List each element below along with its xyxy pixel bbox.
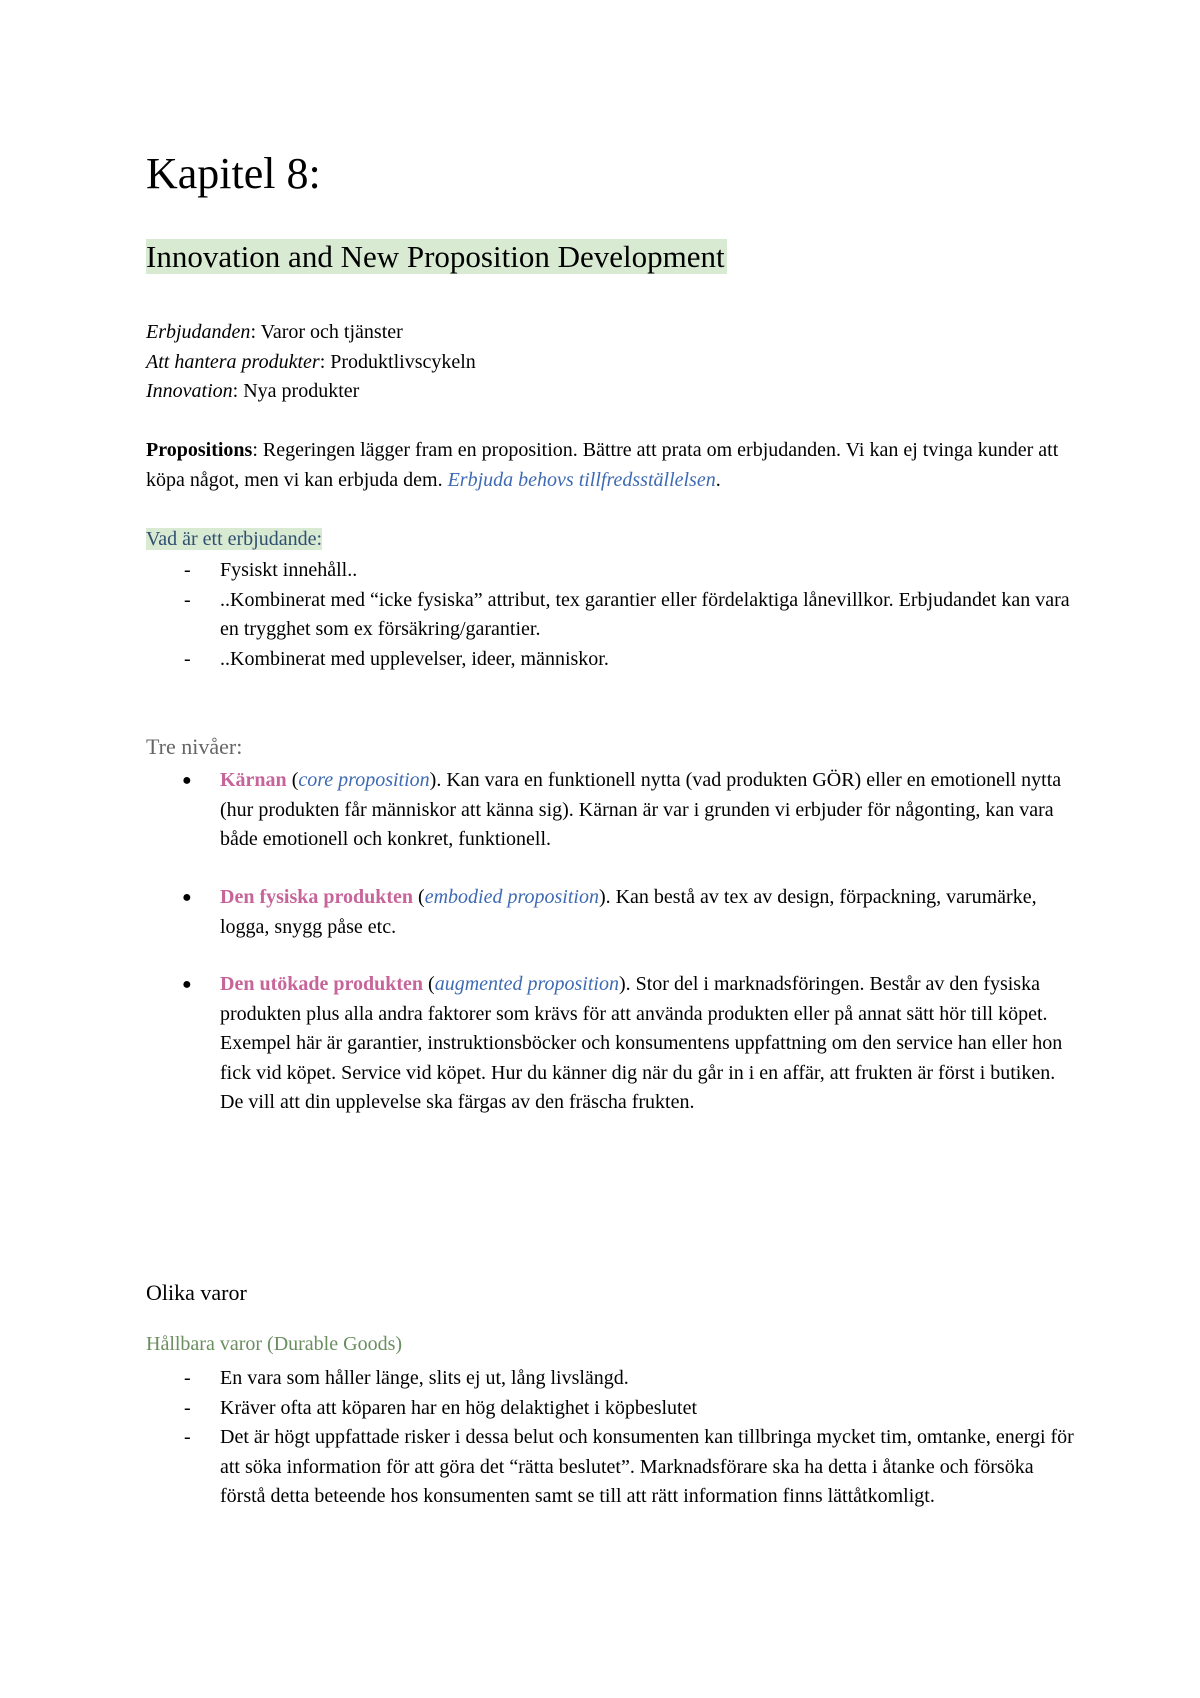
intro-text: : Produktlivscykeln <box>319 350 476 373</box>
list-item <box>146 556 1076 586</box>
propositions-text: : Regeringen lägger fram en proposition. Bättre att prata om erbjudanden. Vi kan ej tvinga kunder att köpa något, men vi kan erbjuda dem. <box>146 439 1059 491</box>
list-item <box>146 970 1076 1118</box>
level-open: ( <box>413 886 425 908</box>
level-item-core <box>146 766 1076 855</box>
level-term: core proposition <box>298 769 430 791</box>
vad-heading-text: Vad är ett erbjudande: <box>146 528 323 550</box>
level-text: ). Stor del i marknadsföringen. Består av den fysiska produkten plus alla andra faktorer som krävs för att använda produkten eller på annat sätt hör till köpet. Exempel här är garantier, instruktionsböcker och konsumentens uppfattning om den service han eller hon fick vid köpet. Service vid köpet. Hur du känner dig när du går in i en affär, att frukten är först i butiken. De vill att din upplevelse ska färgas av den fräscha frukten. <box>220 973 1063 1113</box>
intro-label: Erbjudanden <box>146 321 251 343</box>
vad-heading <box>146 525 1076 555</box>
dash-marker: - <box>184 1426 191 1448</box>
level-item-augmented <box>146 970 1076 1118</box>
list-item <box>146 1394 1076 1424</box>
level-item-embodied <box>146 883 1076 942</box>
list-item <box>146 766 1076 855</box>
intro-text: : Varor och tjänster <box>250 321 403 343</box>
bullet-marker: ● <box>182 889 192 906</box>
list-item <box>146 645 1076 675</box>
intro-text: : Nya produkter <box>232 380 360 402</box>
list-item <box>146 1364 1076 1394</box>
list-item-text: En vara som håller länge, slits ej ut, lång livslängd. <box>220 1367 629 1389</box>
propositions-highlight: Erbjuda behovs tillfredsställelsen <box>447 468 716 491</box>
dash-marker: - <box>184 1367 191 1389</box>
intro-line <box>146 318 1076 348</box>
intro-line <box>146 377 1076 407</box>
propositions-label: Propositions <box>146 439 253 461</box>
dash-marker: - <box>184 559 191 581</box>
page-title: Kapitel 8: <box>146 149 321 198</box>
list-item-text: Fysiskt innehåll.. <box>220 559 358 581</box>
vad-list <box>146 556 1076 674</box>
dash-marker: - <box>184 588 191 611</box>
list-item <box>146 883 1076 942</box>
propositions-end: . <box>715 468 721 491</box>
propositions-paragraph <box>146 436 1076 495</box>
intro-line <box>146 348 1076 378</box>
subtitle-text: Innovation and New Proposition Development <box>146 239 725 274</box>
list-item <box>146 1423 1076 1512</box>
level-text: ). Kan bestå av tex av design, förpackning, varumärke, logga, snygg påse etc. <box>220 886 1037 938</box>
intro-definitions <box>146 318 1076 407</box>
olika-heading: Olika varor <box>146 1280 247 1305</box>
list-item-text: ..Kombinerat med upplevelser, ideer, människor. <box>220 647 609 670</box>
dash-marker: - <box>184 1396 191 1419</box>
level-open: ( <box>286 769 299 791</box>
intro-label: Att hantera produkter <box>146 350 320 373</box>
level-term: embodied proposition <box>424 886 599 908</box>
bullet-marker: ● <box>182 772 192 789</box>
level-text: ). Kan vara en funktionell nytta (vad produkten GÖR) eller en emotionell nytta (hur produkten får människor att känna sig). Kärnan är var i grunden vi erbjuder för någonting, kan vara både emotionell och konkret, funktionell. <box>220 769 1062 850</box>
level-open: ( <box>423 973 435 995</box>
level-name: Den fysiska produkten <box>220 886 414 908</box>
list-item-text: Kräver ofta att köparen har en hög delaktighet i köpbeslutet <box>220 1396 698 1419</box>
level-name: Den utökade produkten <box>220 973 424 995</box>
hallbara-heading: Hållbara varor (Durable Goods) <box>146 1333 403 1355</box>
list-item <box>146 586 1076 645</box>
level-term: augmented proposition <box>434 973 619 995</box>
hallbara-list <box>146 1364 1076 1512</box>
list-item-text: ..Kombinerat med “icke fysiska” attribut, tex garantier eller fördelaktiga lånevillkor. Erbjudandet kan vara en trygghet som ex försäkring/garantier. <box>220 588 1070 640</box>
level-name: Kärnan <box>220 769 287 791</box>
page-subtitle <box>146 236 1076 278</box>
bullet-marker: ● <box>182 976 192 993</box>
dash-marker: - <box>184 647 191 670</box>
tre-heading: Tre nivåer: <box>146 734 243 759</box>
list-item-text: Det är högt uppfattade risker i dessa belut och konsumenten kan tillbringa mycket tim, omtanke, energi för att söka information för att göra det “rätta beslutet”. Marknadsförare ska ha detta i åtanke och försöka förstå detta beteende hos konsumenten samt se till att rätt information finns lättåtkomligt. <box>220 1426 1074 1507</box>
intro-label: Innovation <box>146 380 233 402</box>
